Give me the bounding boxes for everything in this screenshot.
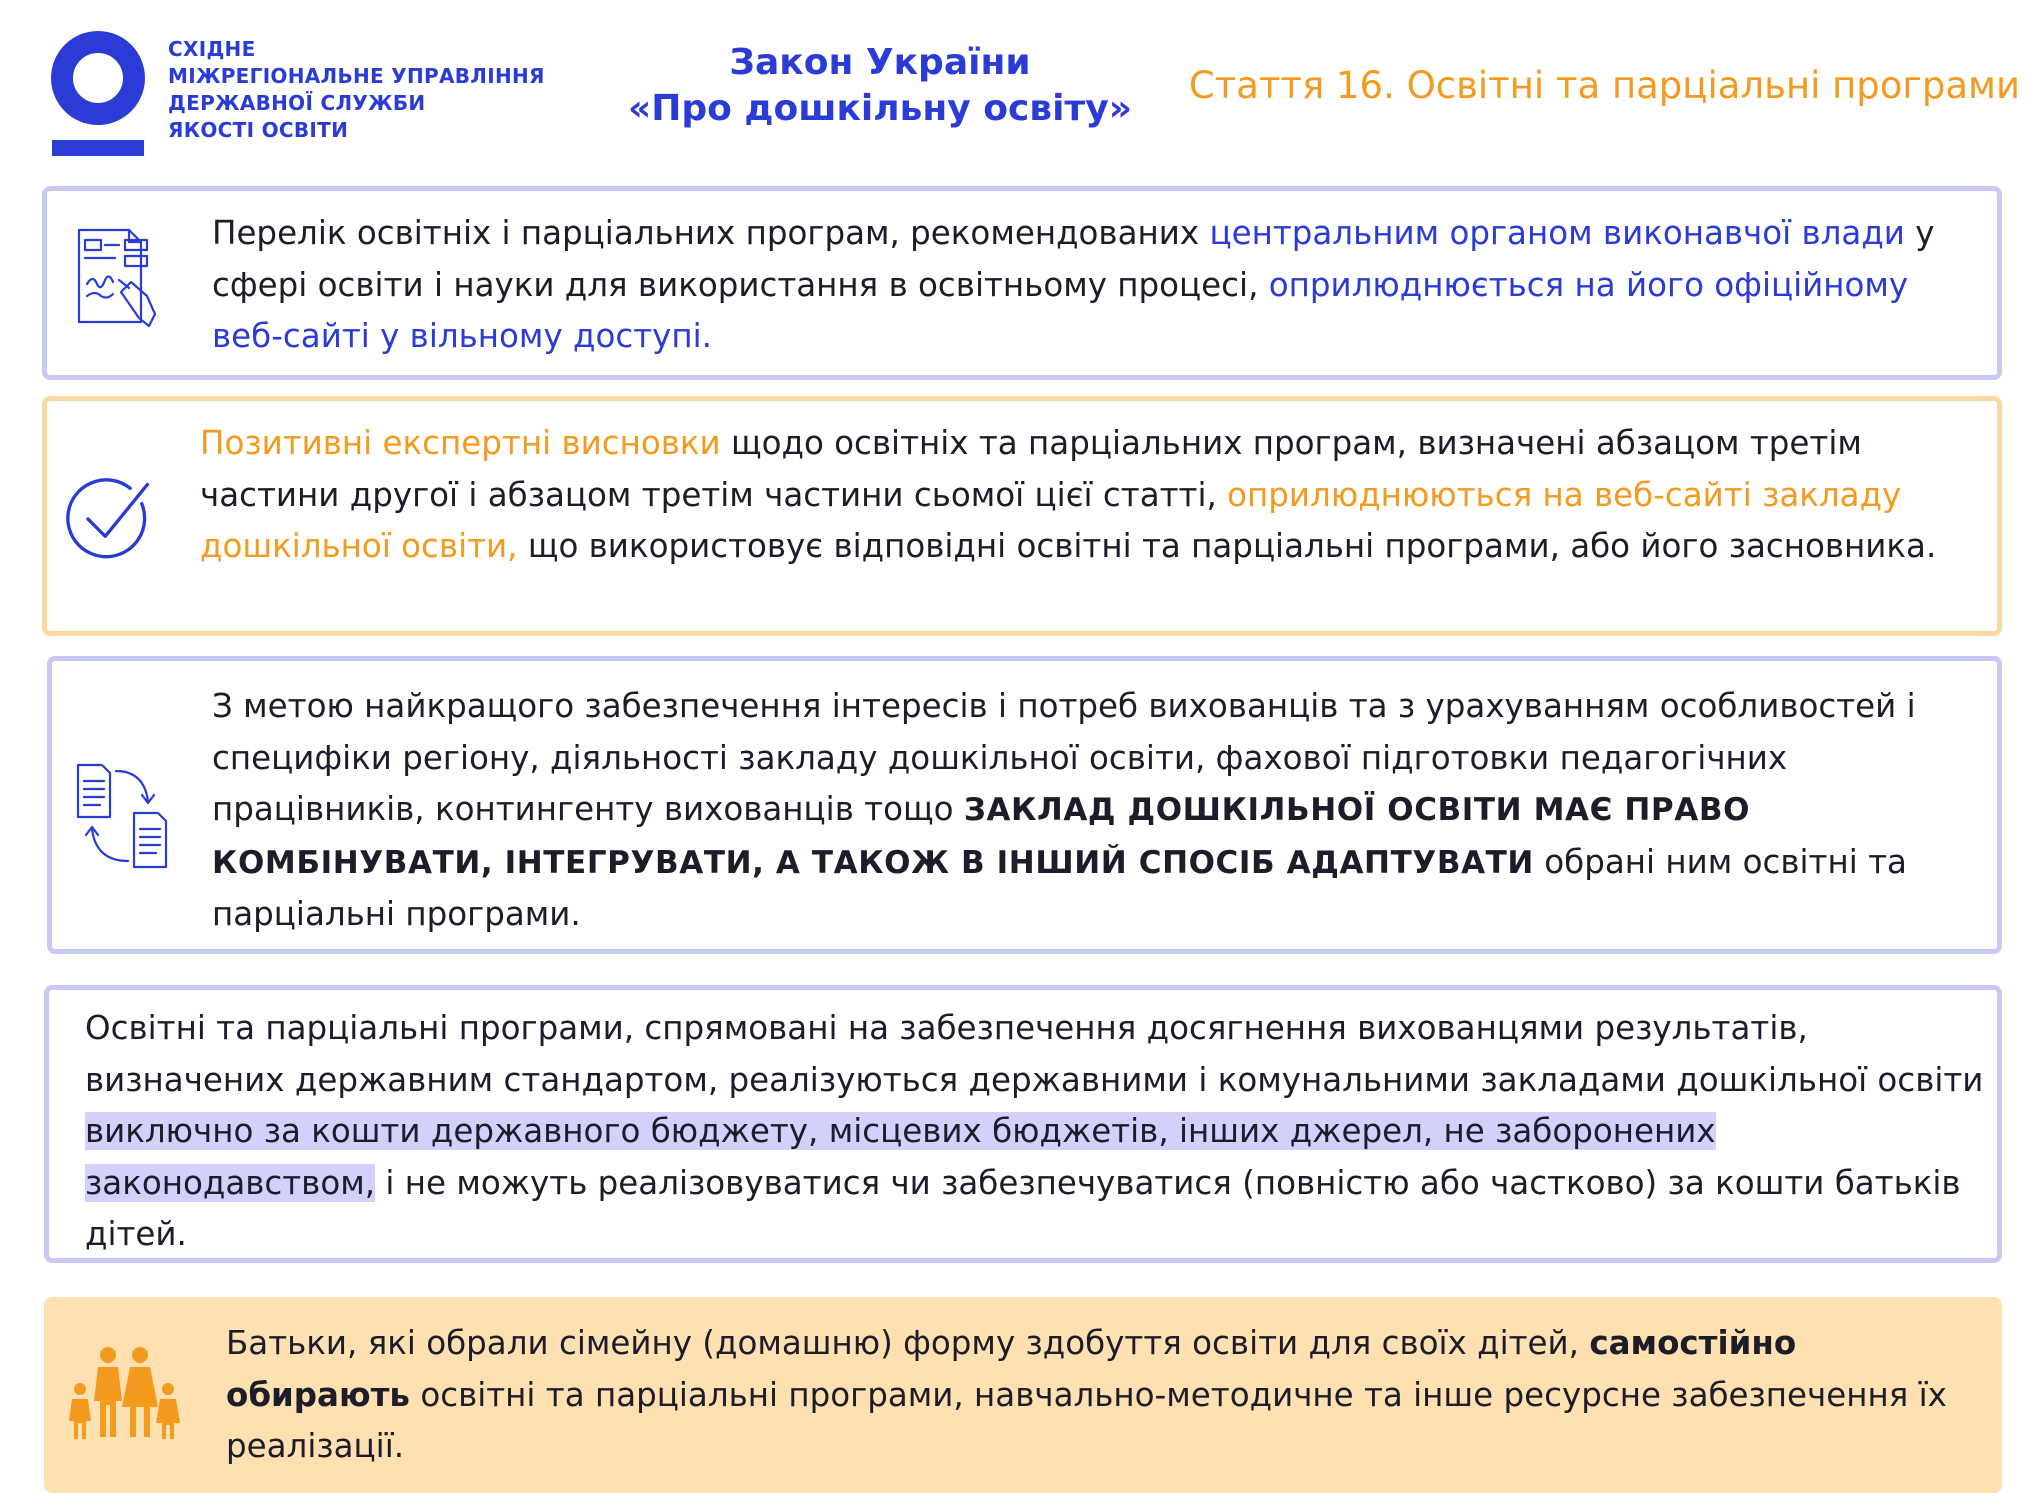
card4-text <box>85 1003 1985 1261</box>
card-expert-conclusions <box>42 396 2002 636</box>
text-run: З метою найкращого забезпечення інтересів і потреб вихованців та з урахуванням особливостей і специфіки регіону, діяльності закладу дошкільної освіти, фахової підготовки педагогічних працівників, контингенту вихованців тощо <box>212 687 1916 828</box>
org-line: МІЖРЕГІОНАЛЬНЕ УПРАВЛІННЯ <box>168 64 545 88</box>
org-line: СХІДНЕ <box>168 37 256 61</box>
law-title-line2: «Про дошкільну освіту» <box>627 88 1133 129</box>
card-program-list <box>42 186 2002 380</box>
text-run: обрані ним освітні та парціальні програми. <box>212 842 1907 933</box>
text-run-handwritten: ЗАКЛАД ДОШКІЛЬНОЇ ОСВІТИ МАЄ ПРАВО КОМБІНУВАТИ, ІНТЕГРУВАТИ, А ТАКОЖ В ІНШИЙ СПОСІБ АДАПТУВАТИ <box>212 792 1751 881</box>
law-title-line1: Закон України <box>729 42 1031 83</box>
law-title <box>610 40 1150 132</box>
text-run: що використовує відповідні освітні та парціальні програми, або його засновника. <box>517 527 1937 565</box>
document-signing-icon <box>71 217 161 337</box>
text-run: Батьки, які обрали сімейну (домашню) форму здобуття освіти для своїх дітей, <box>226 1324 1590 1362</box>
text-run: Освітні та парціальні програми, спрямовані на забезпечення досягнення вихованцями результатів, визначених державним стандартом, реалізуються державними і комунальними закладами дошкільної освіти <box>85 1009 1984 1099</box>
organization-name <box>168 36 568 144</box>
text-run-accent: Позитивні експертні висновки <box>200 424 721 462</box>
text-run-accent: оприлюднюється на його офіційному веб-сайті у вільному доступі. <box>212 265 1909 355</box>
card3-text <box>212 681 1992 941</box>
card-family-education <box>44 1297 2002 1493</box>
document-exchange-icon <box>72 757 172 877</box>
text-run: щодо освітніх та парціальних програм, визначені абзацом третім частини другої і абзацом третім частини сьомої цієї статті, <box>200 424 1862 514</box>
text-run: і не можуть реалізовуватися чи забезпечуватися (повністю або частково) за кошти батьків дітей. <box>85 1163 1961 1253</box>
text-run: Перелік освітніх і парціальних програм, рекомендованих <box>212 214 1210 252</box>
logo-icon <box>48 28 148 158</box>
card1-text <box>212 208 1982 363</box>
article-title: Стаття 16. Освітні та парціальні програми <box>1188 64 2020 107</box>
checkmark-circle-icon <box>63 471 159 567</box>
text-run-accent: центральним органом виконавчої влади <box>1209 214 1905 252</box>
text-run: у сфері освіти і науки для використання в освітньому процесі, <box>212 214 1935 304</box>
card-adapt-programs <box>47 656 2002 954</box>
text-run-highlight: виключно за кошти державного бюджету, місцевих бюджетів, інших джерел, не заборонених законодавством, <box>85 1112 1716 1202</box>
text-run-bold: самостійно обирають <box>226 1324 1797 1414</box>
card-funding <box>44 985 2002 1263</box>
org-line: ЯКОСТІ ОСВІТИ <box>168 118 349 142</box>
card5-text <box>226 1318 1986 1473</box>
card2-text <box>200 418 1990 573</box>
org-line: ДЕРЖАВНОЇ СЛУЖБИ <box>168 91 426 115</box>
text-run: освітні та парціальні програми, навчально-методичне та інше ресурсне забезпечення їх реалізації. <box>226 1375 1947 1465</box>
text-run-accent: оприлюднюються на веб-сайті закладу дошкільної освіти, <box>200 475 1902 565</box>
family-icon <box>64 1341 184 1441</box>
